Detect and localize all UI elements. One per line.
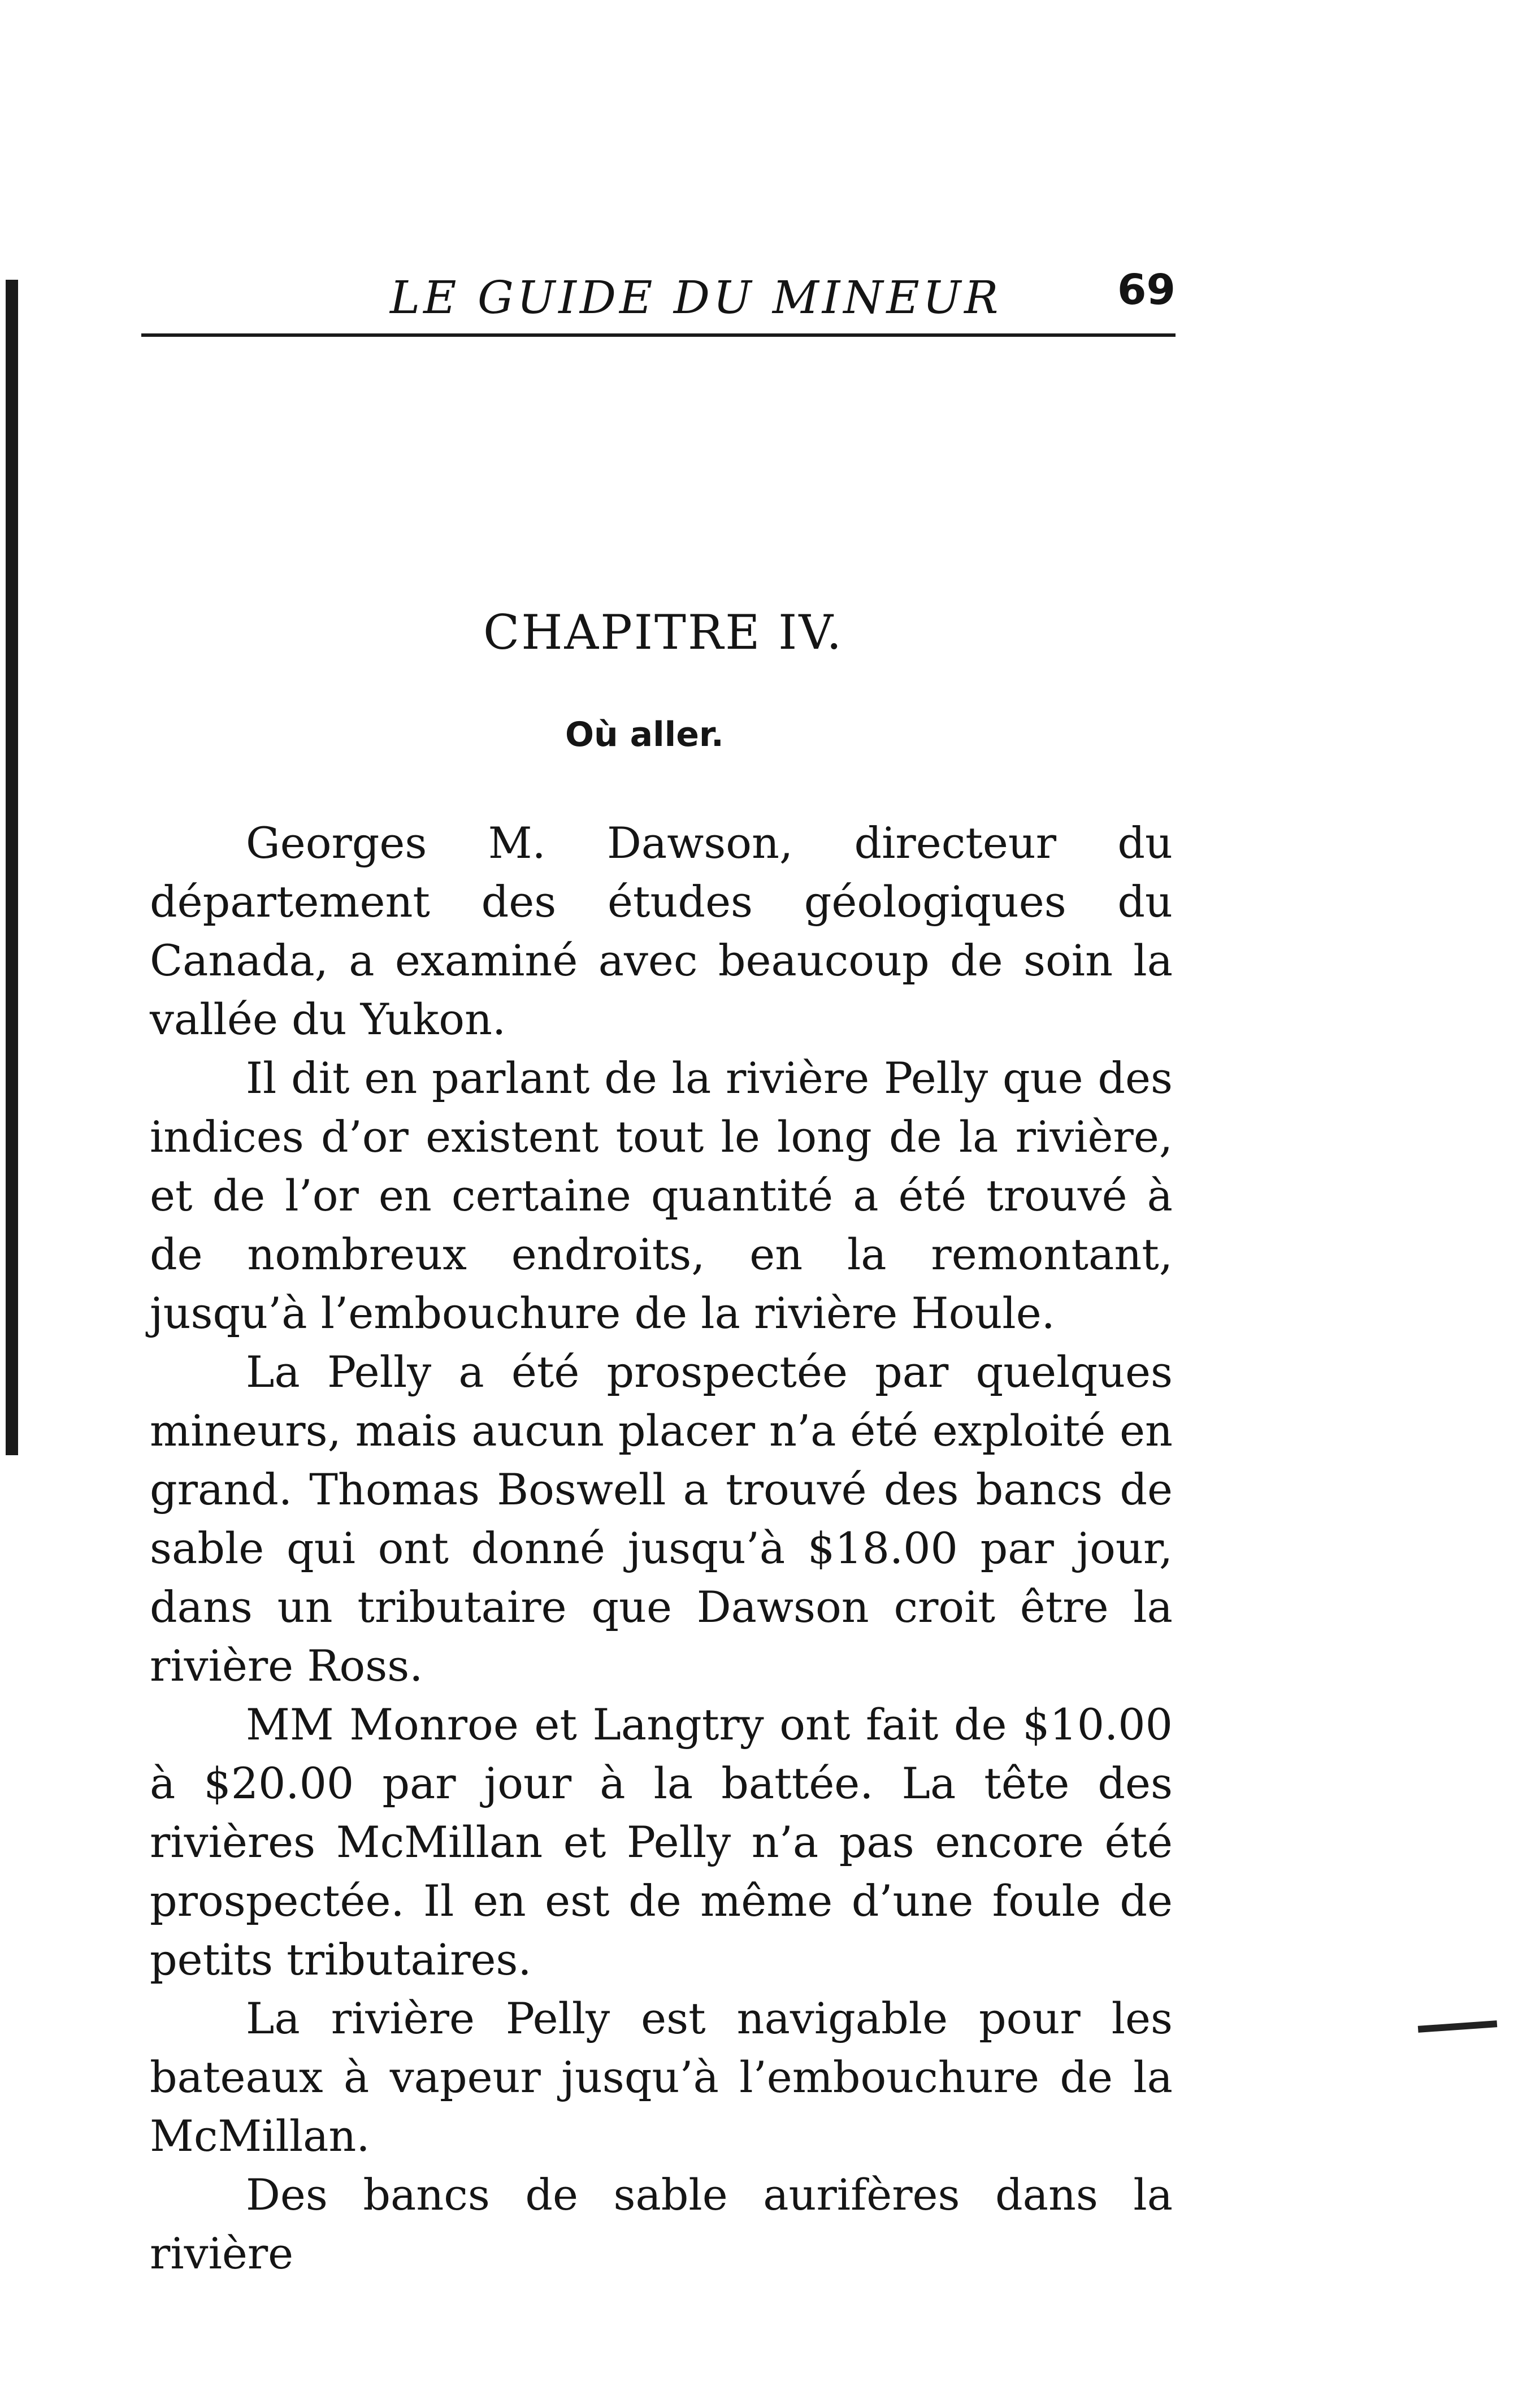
page-header [141,266,1176,345]
chapter-title: CHAPITRE IV. [483,605,844,660]
scan-edge-mark [1418,2020,1497,2033]
section-title: Où aller. [565,715,724,754]
paragraph: Georges M. Dawson, directeur du département des études géologiques du Canada, a examiné avec beaucoup de soin la vallée du Yukon. [150,818,1173,1044]
paragraph: Des bancs de sable aurifères dans la rivière [150,2170,1173,2279]
paragraph: MM Monroe et Langtry ont fait de $10.00 à $20.00 par jour à la battée. La tête des rivières McMillan et Pelly n’a pas encore été prospectée. Il en est de même d’une foule de petits tributaires. [150,1699,1173,1985]
body-text [150,814,1173,2283]
header-rule [141,333,1176,337]
running-title: LE GUIDE DU MINEUR [390,271,1002,324]
page-number: 69 [1117,266,1176,314]
scan-binding-edge [6,280,18,1455]
paragraph: La rivière Pelly est navigable pour les bateaux à vapeur jusqu’à l’embouchure de la McMillan. [150,1993,1173,2161]
paragraph: Il dit en parlant de la rivière Pelly que des indices d’or existent tout le long de la rivière, et de l’or en certaine quantité a été trouvé à de nombreux endroits, en la remontant, jusqu’à l’embouchure de la rivière Houle. [150,1053,1173,1338]
paragraph: La Pelly a été prospectée par quelques mineurs, mais aucun placer n’a été exploité en grand. Thomas Boswell a trouvé des bancs de sable qui ont donné jusqu’à $18.00 par jour, dans un tributaire que Dawson croit être la rivière Ross. [150,1347,1173,1691]
